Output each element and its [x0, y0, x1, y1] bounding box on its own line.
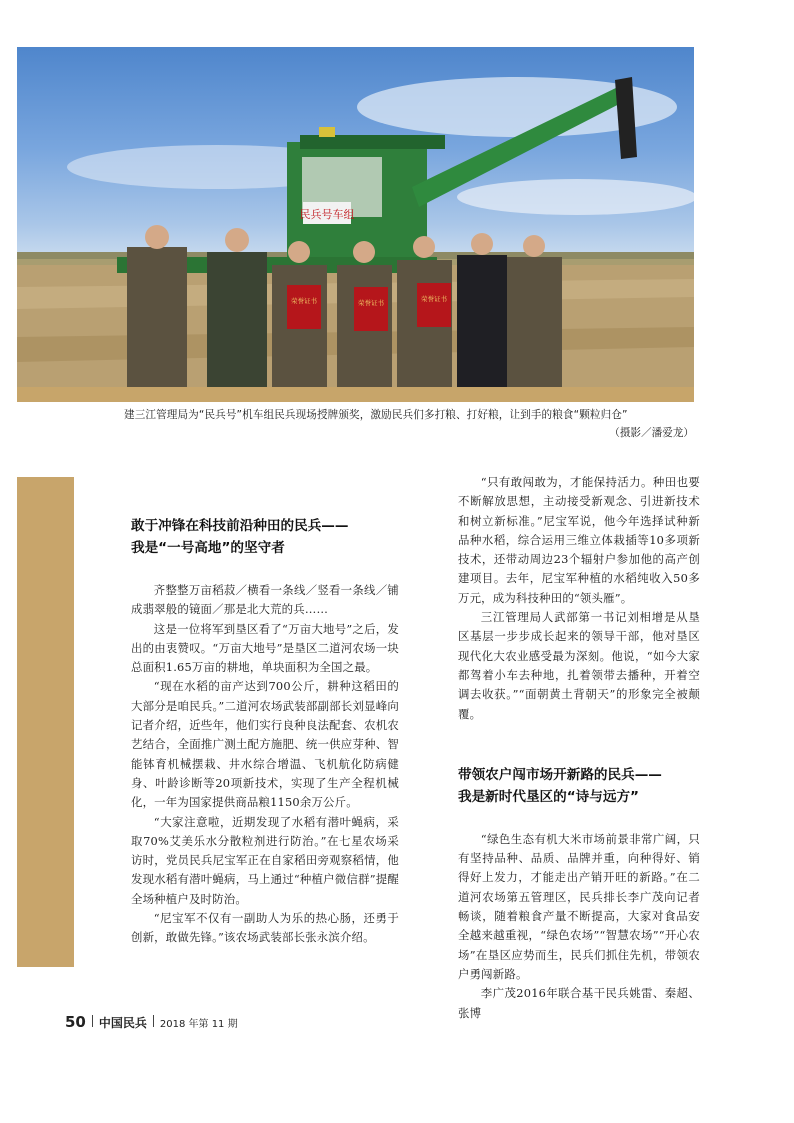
- paragraph: “只有敢闯敢为，才能保持活力。种田也要不断解放思想，主动接受新观念、引进新技术和树立新标准。”尼宝军说，他今年选择试种新品种水稻，综合运用三维立体栽插等10多项新技术，还带动周边23个辐射户参加他的高产创建项目。去年，尼宝军种植的水稻纯收入50多万元，成为科技种田的“领头雁”。: [458, 475, 700, 605]
- photo-bottom-strip: [17, 387, 694, 402]
- paragraph: 这是一位将军到垦区看了“万亩大地号”之后，发出的由衷赞叹。“万亩大地号”是垦区二道河农场一块总面积1.65万亩的耕地，单块面积为全国之最。: [131, 621, 399, 675]
- section-headline-2: [458, 764, 700, 808]
- paragraph: “大家注意啦，近期发现了水稻有潜叶蝇病，采取70%艾美乐水分散粒剂进行防治。”在七星农场采访时，党员民兵尼宝军正在自家稻田旁观察稻情，他发现水稻有潜叶蝇病，马上通过“种植户微信群”提醒全场种植户及时防治。: [131, 814, 399, 906]
- certificate-text: 荣誉证书: [421, 295, 447, 303]
- section-headline-1: [131, 515, 399, 559]
- paragraph: 三江管理局人武部第一书记刘相增是从垦区基层一步步成长起来的领导干部，他对垦区现代化大农业感受最为深刻。他说，“如今大家都驾着小车去种地，扎着领带去播种，开着空调去收获。”“面朝黄土背朝天”的形象完全被颠覆。: [458, 610, 700, 721]
- paragraph: “尼宝军不仅有一副助人为乐的热心肠，还勇于创新，敢做先锋。”该农场武装部长张永滨介绍。: [131, 911, 399, 945]
- photo-caption: 建三江管理局为“民兵号”机车组民兵现场授牌颁奖，激励民兵们多打粮、打好粮，让到手的粮食“颗粒归仓”: [124, 409, 628, 421]
- issue-label: 2018 年第 11 期: [159, 1019, 238, 1030]
- banner-text: 民兵号车组: [299, 208, 355, 221]
- headline-line-2: 我是“一号高地”的坚守者: [131, 540, 285, 556]
- article-right-column: [458, 473, 700, 1023]
- magazine-name: 中国民兵: [98, 1016, 147, 1030]
- page-footer: [65, 1013, 238, 1031]
- headline-line-2: 我是新时代垦区的“诗与远方”: [458, 788, 639, 805]
- paragraph: “现在水稻的亩产达到700公斤，耕种这稻田的大部分是咱民兵。”二道河农场武装部副部长刘显峰向记者介绍，近些年，他们实行良种良法配套、农机农艺结合，全面推广测土配方施肥、统一供应芽种、智能钵育机械摆栽、井水综合增温、飞机航化防病健身、叶龄诊断等20项新技术，实现了生产全程机械化，一年为国家提供商品粮1150余万公斤。: [131, 679, 399, 810]
- harvester-scene-illustration: [17, 47, 694, 387]
- paragraph: 齐整整万亩稻菽／横看一条线／竖看一条线／铺成翡翠般的镜面／那是北大荒的兵……: [131, 583, 399, 617]
- certificate-text: 荣誉证书: [358, 299, 384, 307]
- decorative-side-bar: [17, 477, 74, 967]
- certificate-text: 荣誉证书: [291, 297, 317, 305]
- cover-photo: [17, 47, 694, 387]
- article-left-column: [131, 515, 399, 948]
- headline-line-1: 带领农户闯市场开新路的民兵——: [458, 766, 662, 783]
- photo-credit: （摄影／潘爱龙）: [609, 427, 694, 439]
- paragraph: 李广茂2016年联合基干民兵姚雷、秦超、张博: [458, 986, 700, 1020]
- headline-line-1: 敢于冲锋在科技前沿种田的民兵——: [131, 518, 349, 534]
- footer-divider: [153, 1015, 154, 1027]
- footer-divider: [92, 1015, 93, 1027]
- page-number: 50: [65, 1013, 86, 1031]
- paragraph: “绿色生态有机大米市场前景非常广阔，只有坚持品种、品质、品牌并重，向种得好、销得好上发力，才能走出产销开旺的新路。”在二道河农场第五管理区，民兵排长李广茂向记者畅谈，随着粮食产量不断提高，大家对食品安全越来越重视，“绿色农场”“智慧农场”“开心农场”在垦区应势而生，民兵们抓住先机，带领农户勇闯新路。: [458, 831, 700, 981]
